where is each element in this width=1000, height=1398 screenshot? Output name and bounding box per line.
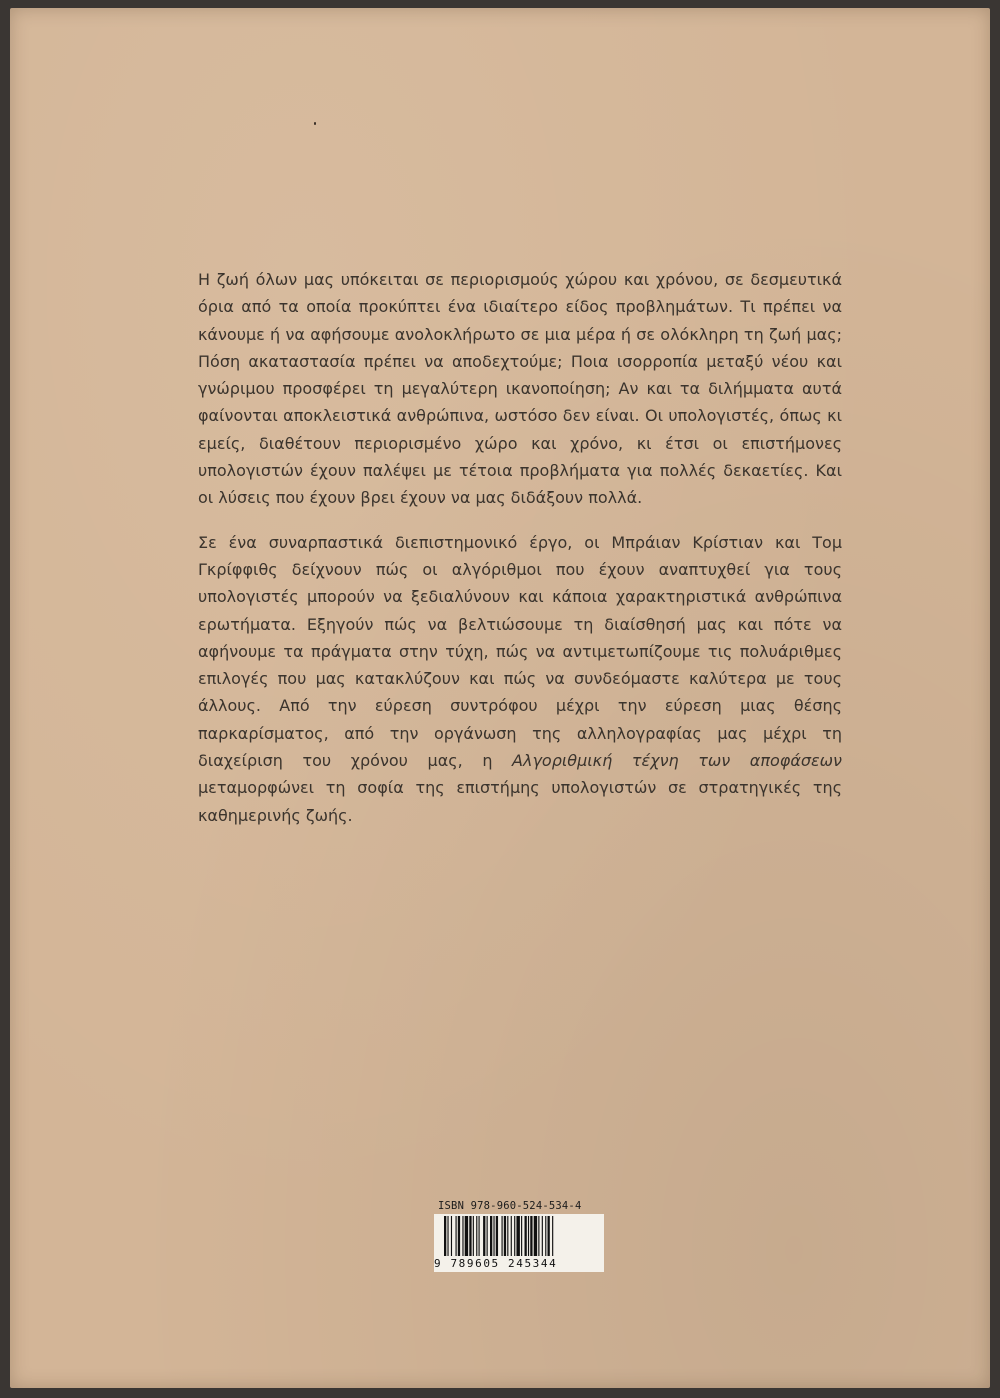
barcode-stripe — [534, 1216, 537, 1260]
barcode-stripe — [444, 1216, 446, 1260]
barcode-stripe — [542, 1216, 543, 1260]
barcode-stripe — [465, 1216, 468, 1260]
barcode-stripe — [458, 1216, 460, 1260]
barcode-stripe — [496, 1216, 498, 1260]
barcode-stripe — [483, 1216, 485, 1260]
blurb-paragraph-2-end: μεταμορφώνει τη σοφία της επιστήμης υπολογιστών σε στρατηγικές της καθημερινής ζωής. — [198, 778, 842, 825]
barcode-stripe — [502, 1216, 503, 1260]
blurb-text — [198, 266, 842, 846]
book-title-italic: Αλγοριθμική τέχνη των αποφάσεων — [512, 751, 842, 771]
barcode-stripe — [511, 1216, 512, 1260]
cover-speck — [314, 122, 316, 125]
barcode-stripe — [530, 1216, 532, 1260]
blurb-paragraph-2 — [198, 529, 842, 829]
blurb-paragraph-1: Η ζωή όλων μας υπόκειται σε περιορισμούς χώρου και χρόνου, σε δεσμευτικά όρια από τα οποία προκύπτει ένα ιδιαίτερο είδος προβλημάτων. Τι πρέπει να κάνουμε ή να αφήσουμε ανολοκλήρωτο σε μια μέρα ή σε ολόκληρη τη ζωή μας; Πόση ακαταστασία πρέπει να αποδεχτούμε; Ποια ισορροπία μεταξύ νέου και γνώριμου προσφέρει τη μεγαλύτερη ικανοποίηση; Αν και τα διλήμματα αυτά φαίνονται αποκλειστικά ανθρώπινα, ωστόσο δεν είναι. Οι υπολογιστές, όπως κι εμείς, διαθέτουν περιορισμένο χώρο και χρόνο, κι έτσι οι επιστήμονες υπολογιστών έχουν παλέψει με τέτοια προβλήματα για πολλές δεκαετίες. Και οι λύσεις που έχουν βρει έχουν να μας διδάξουν πολλά. — [198, 270, 842, 508]
barcode-stripe — [525, 1216, 527, 1260]
barcode-bars — [434, 1214, 604, 1262]
barcode-stripe — [516, 1216, 519, 1260]
book-back-cover — [10, 8, 990, 1388]
barcode-stripe — [507, 1216, 508, 1260]
barcode-stripe — [514, 1216, 515, 1260]
barcode-stripe — [456, 1216, 457, 1260]
barcode-stripe — [462, 1216, 463, 1260]
barcode-stripe — [538, 1216, 539, 1260]
barcode-digits: 9 789605 245344 — [434, 1256, 604, 1272]
barcode-stripe — [479, 1216, 480, 1260]
isbn-barcode — [434, 1200, 604, 1278]
barcode-stripe — [490, 1216, 492, 1260]
barcode-stripe — [476, 1216, 477, 1260]
blurb-paragraph-2-start: Σε ένα συναρπαστικά διεπιστημονικό έργο, οι Μπράιαν Κρίστιαν και Τομ Γκρίφφιθς δείχνουν πώς οι αλγόριθμοι που έχουν αναπτυχθεί για τους υπολογιστές μπορούν να ξεδιαλύνουν και κάποια χαρακτηριστικά ανθρώπινα ερωτήματα. Εξηγούν πώς να βελτιώσουμε τη διαίσθησή μας και πότε να αφήνουμε τα πράγματα στην τύχη, πώς να αντιμετωπίζουμε τις πολυάριθμες επιλογές που μας κατακλύζουν και πώς να συνδεόμαστε καλύτερα με τους άλλους. Από την εύρεση συντρόφου μέχρι την εύρεση μιας θέσης παρκαρίσματος, από την οργάνωση της αλληλογραφίας μας μέχρι τη διαχείριση του χρόνου μας, η — [198, 532, 842, 771]
barcode-stripe — [548, 1216, 550, 1260]
barcode-stripe — [487, 1216, 488, 1260]
barcode-stripe — [504, 1216, 506, 1260]
barcode-stripe — [469, 1216, 471, 1260]
barcode-stripe — [493, 1216, 494, 1260]
barcode-stripe — [447, 1216, 448, 1260]
barcode-stripe — [521, 1216, 522, 1260]
barcode-stripe — [473, 1216, 474, 1260]
barcode-stripe — [545, 1216, 546, 1260]
barcode-stripe — [552, 1216, 553, 1260]
barcode-stripe — [528, 1216, 529, 1260]
barcode-stripe — [451, 1216, 452, 1260]
isbn-label: ISBN 978-960-524-534-4 — [438, 1200, 582, 1212]
